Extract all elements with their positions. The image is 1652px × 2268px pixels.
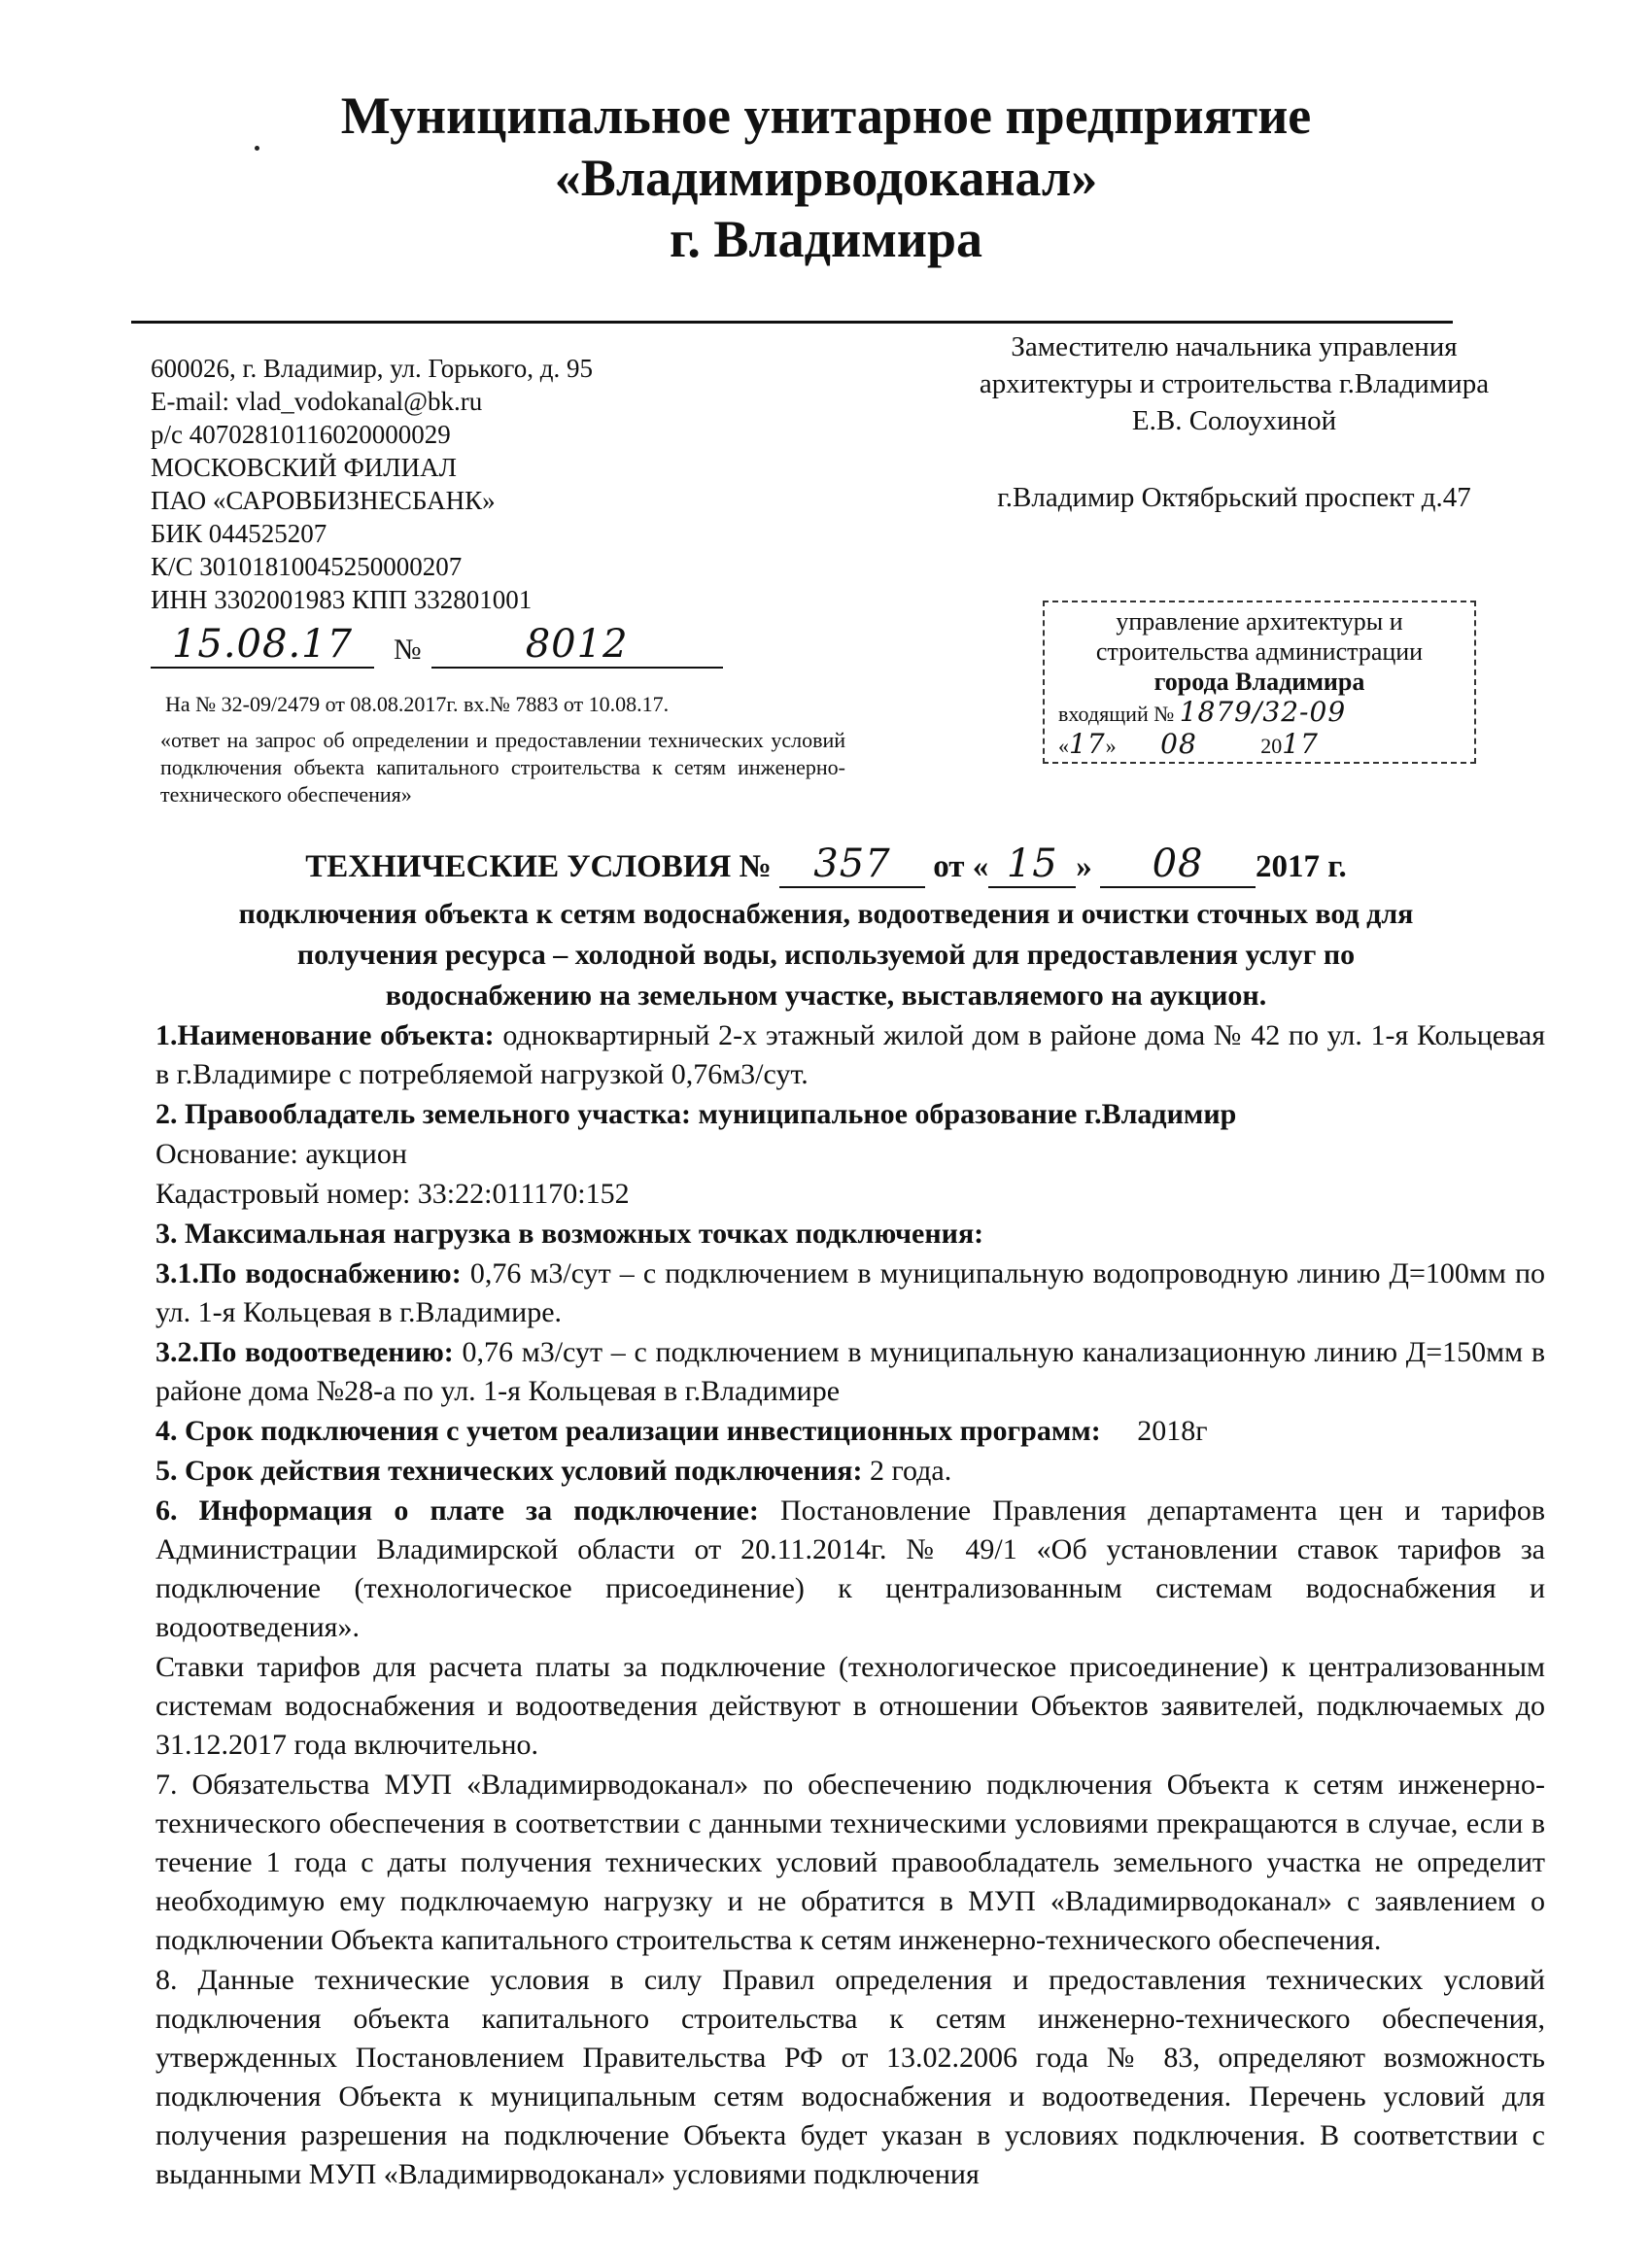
requisites-block [151,352,889,616]
item-3-2-text: 0,76 м3/сут – с подключением в муниципальную канализационную линию Д=150мм в районе дома №28-а по ул. 1-я Кольцевая в г.Владимире [155,1336,1545,1407]
item-3-2-label: 3.2.По водоотведению: [155,1336,454,1368]
item-2-label: 2. Правообладатель земельного участка: [155,1098,692,1130]
item-3-2 [155,1333,1545,1411]
reference-line: На № 32-09/2479 от 08.08.2017г. вх.№ 7883 от 10.08.17. [165,692,670,716]
item-1-text: одноквартирный 2-х этажный жилой дом в районе дома № 42 по ул. 1-я Кольцевая в г.Владимире с потребляемой нагрузкой 0,76м3/сут. [155,1019,1546,1090]
number-label: № [394,634,422,666]
addressee-address: г.Владимир Октябрьский проспект д.47 [997,482,1471,513]
item-2-text: муниципальное образование г.Владимир [698,1098,1237,1130]
tu-month: 08 [1100,842,1256,888]
tu-number: 357 [779,842,925,888]
stamp-date-row: «17» 08 2017 [1058,728,1319,760]
tu-subtitle-line: получения ресурса – холодной воды, используемой для предоставления услуг по [296,939,1356,971]
outgoing-date: 15.08.17 [151,622,374,669]
tu-from-label: от « [933,849,989,884]
item-3-1 [155,1254,1545,1332]
item-6-label: 6. Информация о плате за подключение: [155,1495,759,1527]
item-8: 8. Данные технические условия в силу Правил определения и предоставления технических условий подключения объекта капитального строительства к сетям инженерно-технического обеспечения, утвержденных Постановлением Правительства РФ от 13.02.2006 года № 83, определяют возможность подключения Объекта к муниципальным сетям водоснабжения и водоотведения. Перечень условий для получения разрешения на подключение Объекта будет указан в условиях подключения. В соответствии с выданными МУП «Владимирводоканал» условиями подключения [155,1964,1545,2190]
outgoing-number-line [151,622,723,669]
header-divider [131,321,1453,324]
organization-header [0,86,1652,271]
scan-speck [255,146,259,151]
tu-title [0,842,1652,888]
item-6-extra: Ставки тарифов для расчета платы за подключение (технологическое присоединение) к централизованным системам водоснабжения и водоотведения действуют в отношении Объектов заявителей, подключаемых до 31.12.2017 года включительно. [155,1651,1545,1761]
addressee-line: архитектуры и строительства г.Владимира [979,368,1490,399]
requisite-line: р/с 40702810116020000029 [151,420,451,449]
stamp-line: управление архитектуры и [1116,607,1403,636]
tu-subtitle-line: водоснабжению на земельном участке, выставляемого на аукцион. [385,979,1267,1012]
tu-title-prefix: ТЕХНИЧЕСКИЕ УСЛОВИЯ № [305,849,772,884]
item-6 [155,1492,1545,1647]
requisite-line: ПАО «САРОВБИЗНЕСБАНК» [151,486,496,515]
tu-year: 2017 г. [1256,849,1347,884]
item-6-text: Постановление Правления департамента цен и тарифов Администрации Владимирской области от 20.11.2014г. № 49/1 «Об установлении ставок тарифов за подключение (технологическое присоединение) к централизованным системам водоснабжения и водоотведения». [155,1495,1545,1643]
stamp-date-year-suffix: 17 [1282,728,1319,760]
document-body [155,1016,1545,2195]
requisite-line: E-mail: vlad_vodokanal@bk.ru [151,387,483,416]
item-5-label: 5. Срок действия технических условий подключения: [155,1455,863,1487]
org-name-line3: г. Владимира [669,210,983,269]
stamp-incoming-label: входящий № [1058,702,1175,726]
stamp-date-month: 08 [1160,728,1197,760]
item-1 [155,1016,1545,1094]
stamp-line: строительства администрации [1095,637,1424,666]
tu-month-sep: » [1076,849,1092,884]
org-name-line1: Муниципальное унитарное предприятие [340,86,1312,145]
stamp-date-day: 17 [1069,728,1106,760]
requisite-line: ИНН 3302001983 КПП 332801001 [151,585,533,614]
addressee-line: Заместителю начальника управления [1011,331,1458,362]
tu-subtitle-line: подключения объекта к сетям водоснабжения, водоотведения и очистки сточных вод для [238,898,1414,930]
tu-subtitle [146,894,1506,1016]
item-4 [155,1412,1545,1451]
tu-day: 15 [988,842,1076,888]
requisite-line: МОСКОВСКИЙ ФИЛИАЛ [151,453,457,482]
item-5 [155,1452,1545,1491]
item-cadastral: Кадастровый номер: 33:22:011170:152 [155,1178,630,1210]
item-3: 3. Максимальная нагрузка в возможных точках подключения: [155,1218,984,1250]
stamp-date-year-prefix: 20 [1260,734,1283,758]
requisite-line: К/С 30101810045250000207 [151,552,463,581]
item-basis: Основание: аукцион [155,1138,407,1170]
outgoing-number: 8012 [431,622,723,669]
org-name-line2: «Владимирводоканал» [554,148,1098,207]
item-4-label: 4. Срок подключения с учетом реализации инвестиционных программ: [155,1415,1101,1447]
item-3-1-text: 0,76 м3/сут – с подключением в муниципальную водопроводную линию Д=100мм по ул. 1-я Кольцевая в г.Владимире. [155,1257,1546,1328]
stamp-incoming-row [1045,697,1474,729]
subject-text: «ответ на запрос об определении и предоставлении технических условий подключения объекта капитального строительства к сетям инженерно-технического обеспечения» [160,728,845,807]
addressee-line: Е.В. Солоухиной [1131,405,1337,436]
requisite-line: БИК 044525207 [151,519,327,548]
item-4-text: 2018г [1137,1415,1208,1447]
stamp-line: города Владимира [1153,668,1365,696]
incoming-stamp [1043,601,1476,764]
stamp-incoming-number: 1879/32-09 [1179,696,1347,728]
item-3-1-label: 3.1.По водоснабжению: [155,1257,462,1289]
item-7: 7. Обязательства МУП «Владимирводоканал» по обеспечению подключения Объекта к сетям инженерно-технического обеспечения в соответствии с данными техническими условиями прекращаются в случае, если в течение 1 года с даты получения технических условий правообладатель земельного участка не определит необходимую ему подключаемую нагрузку и не обратится в МУП «Владимирводоканал» с заявлением о подключении Объекта капитального строительства к сетям инженерно-технического обеспечения. [155,1769,1545,1956]
item-1-label: 1.Наименование объекта: [155,1019,495,1051]
addressee-block [836,328,1633,439]
item-5-text: 2 года. [869,1455,952,1487]
item-2 [155,1095,1545,1134]
requisite-line: 600026, г. Владимир, ул. Горького, д. 95 [151,354,593,383]
